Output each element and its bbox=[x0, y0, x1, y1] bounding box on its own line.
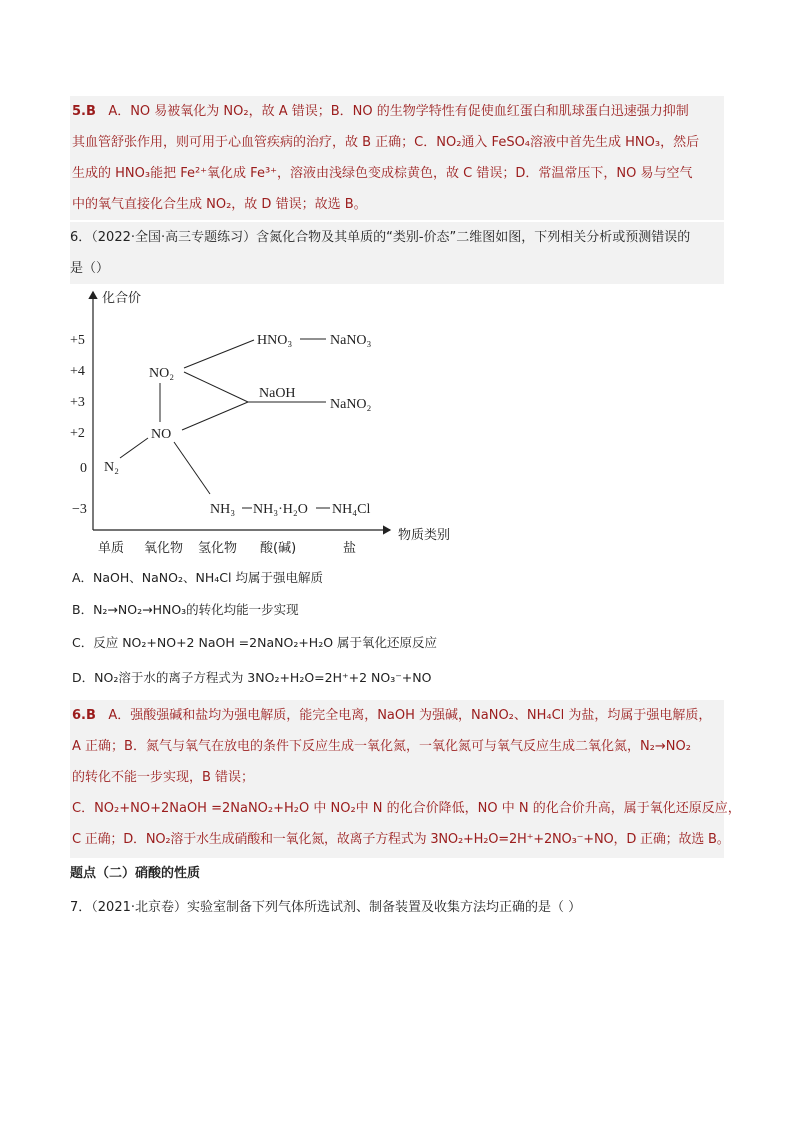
x-axis-title: 物质类别 bbox=[398, 528, 451, 543]
x-tick-hydride: 氢化物 bbox=[198, 541, 238, 556]
species-no: NO bbox=[151, 427, 172, 442]
question-6-line-2: 是（） bbox=[70, 261, 110, 276]
species-n2: N₂ bbox=[104, 460, 119, 475]
species-naoh: NaOH bbox=[259, 386, 296, 401]
y-tick-plus2: +2 bbox=[70, 426, 85, 441]
answer-6-line-4: C．NO₂+NO+2NaOH =2NaNO₂+H₂O 中 NO₂中 N 的化合价降低，NO 中 N 的化合价升高，属于氧化还原反应， bbox=[72, 801, 741, 816]
answer-5-number: 5.B bbox=[72, 104, 96, 119]
answer-6-line-1: 6.B A．强酸强碱和盐均为强电解质，能完全电离，NaOH 为强碱，NaNO₂、NH₄Cl 为盐，均属于强电解质， bbox=[72, 708, 712, 723]
answer-6-number: 6.B bbox=[72, 708, 96, 723]
y-tick-0: 0 bbox=[80, 461, 87, 476]
species-no2: NO₂ bbox=[149, 366, 175, 381]
species-nh3: NH₃ bbox=[210, 502, 236, 517]
species-hno3: HNO₃ bbox=[257, 333, 293, 348]
nitrogen-valence-diagram bbox=[60, 284, 480, 564]
y-tick-minus3: −3 bbox=[72, 502, 87, 517]
answer-6-line-5: C 正确；D．NO₂溶于水生成硝酸和一氧化氮，故离子方程式为 3NO₂+H₂O=2H⁺+2NO₃⁻+NO，D 正确；故选 B。 bbox=[72, 832, 730, 847]
answer-5-line-4: 中的氧气直接化合生成 NO₂，故 D 错误；故选 B。 bbox=[72, 197, 367, 212]
species-nh4cl: NH₄Cl bbox=[332, 502, 371, 517]
answer-5-line-1: 5.B A．NO 易被氧化为 NO₂，故 A 错误；B．NO 的生物学特性有促使血红蛋白和肌球蛋白迅速强力抑制 bbox=[72, 104, 689, 119]
link-no-naoh bbox=[182, 402, 248, 430]
link-no2-naoh bbox=[184, 372, 248, 402]
species-nano2: NaNO₂ bbox=[330, 397, 372, 412]
answer-6-line-3: 的转化不能一步实现，B 错误； bbox=[72, 770, 255, 785]
answer-5-line-3: 生成的 HNO₃能把 Fe²⁺氧化成 Fe³⁺，溶液由浅绿色变成棕黄色，故 C 错误；D．常温常压下，NO 易与空气 bbox=[72, 166, 693, 181]
answer-6-block bbox=[70, 700, 741, 858]
option-d: D．NO₂溶于水的离子方程式为 3NO₂+H₂O=2H⁺+2 NO₃⁻+NO bbox=[72, 670, 432, 685]
answer-5-block bbox=[70, 96, 724, 220]
option-b: B．N₂→NO₂→HNO₃的转化均能一步实现 bbox=[72, 602, 299, 617]
link-no2-hno3 bbox=[184, 340, 254, 368]
y-tick-plus4: +4 bbox=[70, 364, 85, 379]
x-tick-salt: 盐 bbox=[343, 541, 357, 556]
section-heading: 题点（二）硝酸的性质 bbox=[70, 866, 201, 881]
y-tick-plus3: +3 bbox=[70, 395, 85, 410]
x-tick-element: 单质 bbox=[98, 541, 125, 556]
question-6-line-1: 6．（2022·全国·高三专题练习）含氮化合物及其单质的“类别-价态”二维图如图，下列相关分析或预测错误的 bbox=[70, 230, 691, 245]
answer-5-line-2: 其血管舒张作用，则可用于心血管疾病的治疗，故 B 正确；C．NO₂通入 FeSO₄溶液中首先生成 HNO₃，然后 bbox=[72, 135, 700, 150]
link-no-nh3 bbox=[174, 442, 210, 494]
x-tick-acid-base: 酸(碱) bbox=[260, 541, 297, 556]
species-nh3h2o: NH₃·H₂O bbox=[253, 502, 308, 517]
option-c: C．反应 NO₂+NO+2 NaOH =2NaNO₂+H₂O 属于氧化还原反应 bbox=[72, 635, 438, 650]
y-axis-title: 化合价 bbox=[102, 291, 142, 306]
y-tick-plus5: +5 bbox=[70, 333, 85, 348]
answer-6-line-2: A 正确；B．氮气与氧气在放电的条件下反应生成一氧化氮，一氧化氮可与氧气反应生成二氧化氮，N₂→NO₂ bbox=[72, 739, 691, 754]
x-tick-oxide: 氧化物 bbox=[144, 541, 184, 556]
question-7: 7．（2021·北京卷）实验室制备下列气体所选试剂、制备装置及收集方法均正确的是（ ） bbox=[70, 900, 582, 915]
question-6-block bbox=[70, 222, 724, 284]
species-nano3: NaNO₃ bbox=[330, 333, 372, 348]
link-n2-no bbox=[120, 438, 148, 458]
option-a: A．NaOH、NaNO₂、NH₄Cl 均属于强电解质 bbox=[72, 570, 323, 585]
